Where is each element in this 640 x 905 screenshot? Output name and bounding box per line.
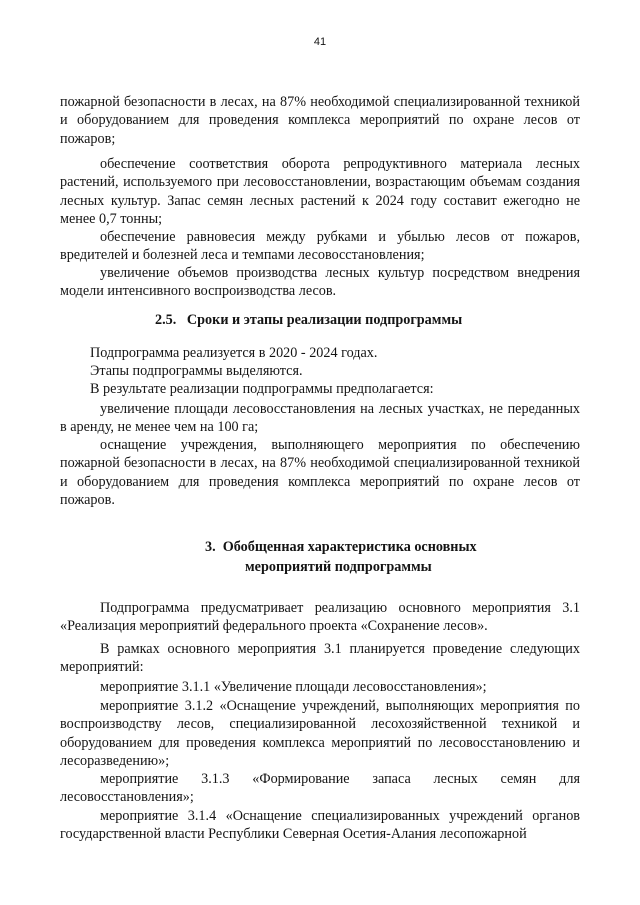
- paragraph: В рамках основного мероприятия 3.1 планируется проведение следующих мероприятий:: [60, 641, 580, 676]
- paragraph: мероприятие 3.1.4 «Оснащение специализированных учреждений органов государственной власти Республики Северная Осетия-Алания лесопожарной: [60, 808, 580, 843]
- paragraph: мероприятие 3.1.2 «Оснащение учреждений, выполняющих мероприятия по воспроизводству лесов, специализированной лесохозяйственной техникой и оборудованием для проведения комплекса мероприятий по лесовосстановлению и лесоразведению»;: [60, 698, 580, 769]
- paragraph: В результате реализации подпрограммы предполагается:: [90, 381, 434, 397]
- paragraph: Подпрограмма предусматривает реализацию основного мероприятия 3.1 «Реализация мероприятий федерального проекта «Сохранение лесов».: [60, 600, 580, 635]
- paragraph: мероприятие 3.1.3 «Формирование запаса лесных семян для лесовосстановления»;: [60, 771, 580, 806]
- paragraph: Подпрограмма реализуется в 2020 - 2024 годах.: [90, 345, 378, 361]
- section-heading: 2.5. Сроки и этапы реализации подпрограммы: [155, 312, 463, 328]
- page-number: 41: [313, 36, 327, 48]
- paragraph: увеличение площади лесовосстановления на лесных участках, не переданных в аренду, не менее чем на 100 га;: [60, 401, 580, 436]
- paragraph: увеличение объемов производства лесных культур посредством внедрения модели интенсивного воспроизводства лесов.: [60, 265, 580, 300]
- paragraph: Этапы подпрограммы выделяются.: [90, 363, 303, 379]
- paragraph: пожарной безопасности в лесах, на 87% необходимой специализированной техникой и оборудованием для проведения комплекса мероприятий по охране лесов от пожаров;: [60, 94, 580, 147]
- paragraph: обеспечение равновесия между рубками и убылью лесов от пожаров, вредителей и болезней леса и темпами лесовосстановления;: [60, 229, 580, 264]
- paragraph: обеспечение соответствия оборота репродуктивного материала лесных растений, используемого при лесовосстановлении, возрастающим объемам создания лесных культур. Запас семян лесных растений к 2024 году составит ежегодно не менее 0,7 тонны;: [60, 156, 580, 227]
- section-heading-line2: мероприятий подпрограммы: [245, 559, 432, 575]
- section-heading-line1: 3. Обобщенная характеристика основных: [205, 539, 477, 555]
- paragraph: мероприятие 3.1.1 «Увеличение площади лесовосстановления»;: [100, 679, 487, 695]
- paragraph: оснащение учреждения, выполняющего мероприятия по обеспечению пожарной безопасности в лесах, на 87% необходимой специализированной техникой и оборудованием для проведения комплекса мероприятий по охране лесов от пожаров.: [60, 437, 580, 508]
